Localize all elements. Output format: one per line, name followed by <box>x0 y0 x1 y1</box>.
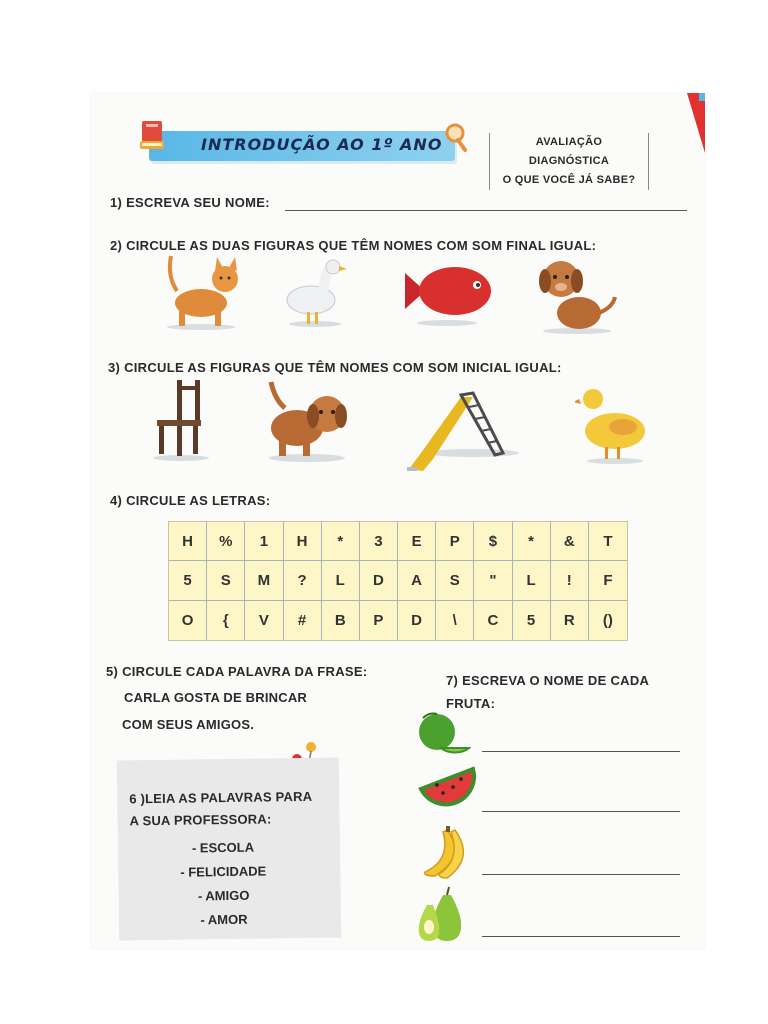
watermelon-picture[interactable] <box>417 759 479 815</box>
page-corner-decoration <box>687 93 705 153</box>
letter-cell[interactable]: M <box>245 561 283 600</box>
letter-cell[interactable]: E <box>398 522 436 561</box>
letter-cell[interactable]: A <box>398 561 436 600</box>
letter-cell[interactable]: # <box>284 601 322 640</box>
question-7 <box>446 669 649 715</box>
fruit-answer-line-2[interactable] <box>482 811 680 812</box>
letter-cell[interactable]: $ <box>474 522 512 561</box>
question-3: 3) CIRCULE AS FIGURAS QUE TÊM NOMES COM SOM INICIAL IGUAL: <box>108 360 562 375</box>
goose-picture[interactable] <box>279 258 349 328</box>
fruit-answer-line-3[interactable] <box>482 874 680 875</box>
lime-picture[interactable] <box>417 708 471 756</box>
letter-cell[interactable]: B <box>322 601 360 640</box>
letter-cell[interactable]: P <box>436 522 474 561</box>
letter-cell[interactable]: C <box>474 601 512 640</box>
letter-cell[interactable]: 5 <box>513 601 551 640</box>
dog-picture-2[interactable] <box>261 378 353 462</box>
letter-cell[interactable]: O <box>169 601 207 640</box>
chair-picture[interactable] <box>147 376 211 462</box>
dog-picture[interactable] <box>533 257 621 335</box>
letter-grid <box>168 521 628 641</box>
fruit-answer-line-4[interactable] <box>482 936 680 937</box>
pear-picture[interactable] <box>413 885 465 943</box>
word-item: - ESCOLA <box>191 839 255 856</box>
reading-note-card <box>117 757 341 940</box>
letter-cell[interactable]: ! <box>551 561 589 600</box>
eval-line-2: O QUE VOCÊ JÁ SABE? <box>502 174 636 186</box>
banana-picture[interactable] <box>417 826 475 882</box>
question-6-line-1: 6 )LEIA AS PALAVRAS PARA <box>129 788 313 807</box>
duck-picture[interactable] <box>575 385 655 465</box>
sentence-line-2[interactable]: COM SEUS AMIGOS. <box>122 717 255 732</box>
letter-cell[interactable]: * <box>322 522 360 561</box>
evaluation-label <box>489 133 649 190</box>
letter-cell[interactable]: L <box>322 561 360 600</box>
letter-cell[interactable]: 5 <box>169 561 207 600</box>
letter-cell[interactable]: H <box>169 522 207 561</box>
letter-cell[interactable]: & <box>551 522 589 561</box>
question-4: 4) CIRCULE AS LETRAS: <box>110 493 271 508</box>
letter-cell[interactable]: * <box>513 522 551 561</box>
letter-cell[interactable]: " <box>474 561 512 600</box>
word-item: - AMIGO <box>197 887 250 904</box>
letter-cell[interactable]: P <box>360 601 398 640</box>
fruit-answer-line-1[interactable] <box>482 751 680 752</box>
letter-cell[interactable]: D <box>398 601 436 640</box>
question-7-line-2: FRUTA: <box>446 696 496 711</box>
slide-picture[interactable] <box>403 383 521 475</box>
letter-cell[interactable]: \ <box>436 601 474 640</box>
letter-cell[interactable]: F <box>589 561 627 600</box>
books-icon <box>138 119 168 153</box>
letter-cell[interactable]: V <box>245 601 283 640</box>
page-title: INTRODUÇÃO AO 1º ANO <box>201 135 443 154</box>
letter-cell[interactable]: S <box>436 561 474 600</box>
question-5: 5) CIRCULE CADA PALAVRA DA FRASE: <box>106 664 368 679</box>
question-1: 1) ESCREVA SEU NOME: <box>110 195 270 210</box>
word-item: - FELICIDADE <box>180 863 267 880</box>
letter-cell[interactable]: % <box>207 522 245 561</box>
letter-cell[interactable]: H <box>284 522 322 561</box>
word-list <box>118 835 329 934</box>
question-6-line-2: A SUA PROFESSORA: <box>129 811 272 829</box>
letter-cell[interactable]: { <box>207 601 245 640</box>
word-item: - AMOR <box>200 911 248 928</box>
question-7-line-1: 7) ESCREVA O NOME DE CADA <box>446 673 650 688</box>
sentence-line-1[interactable]: CARLA GOSTA DE BRINCAR <box>124 690 308 705</box>
title-banner <box>149 131 455 161</box>
letter-cell[interactable]: S <box>207 561 245 600</box>
worksheet-page <box>91 93 705 949</box>
cat-picture[interactable] <box>161 251 241 331</box>
letter-cell[interactable]: 1 <box>245 522 283 561</box>
letter-cell[interactable]: L <box>513 561 551 600</box>
letter-cell[interactable]: R <box>551 601 589 640</box>
letter-cell[interactable]: D <box>360 561 398 600</box>
eval-line-1: AVALIAÇÃO DIAGNÓSTICA <box>528 136 610 167</box>
magnifier-icon <box>443 123 469 153</box>
question-6 <box>129 786 313 833</box>
letter-cell[interactable]: ? <box>284 561 322 600</box>
fish-picture[interactable] <box>401 261 497 327</box>
question-2: 2) CIRCULE AS DUAS FIGURAS QUE TÊM NOMES COM SOM FINAL IGUAL: <box>110 238 597 253</box>
letter-cell[interactable]: () <box>602 611 613 629</box>
name-answer-line[interactable] <box>285 210 687 211</box>
letter-cell[interactable]: 3 <box>360 522 398 561</box>
letter-cell[interactable]: T <box>589 522 627 561</box>
